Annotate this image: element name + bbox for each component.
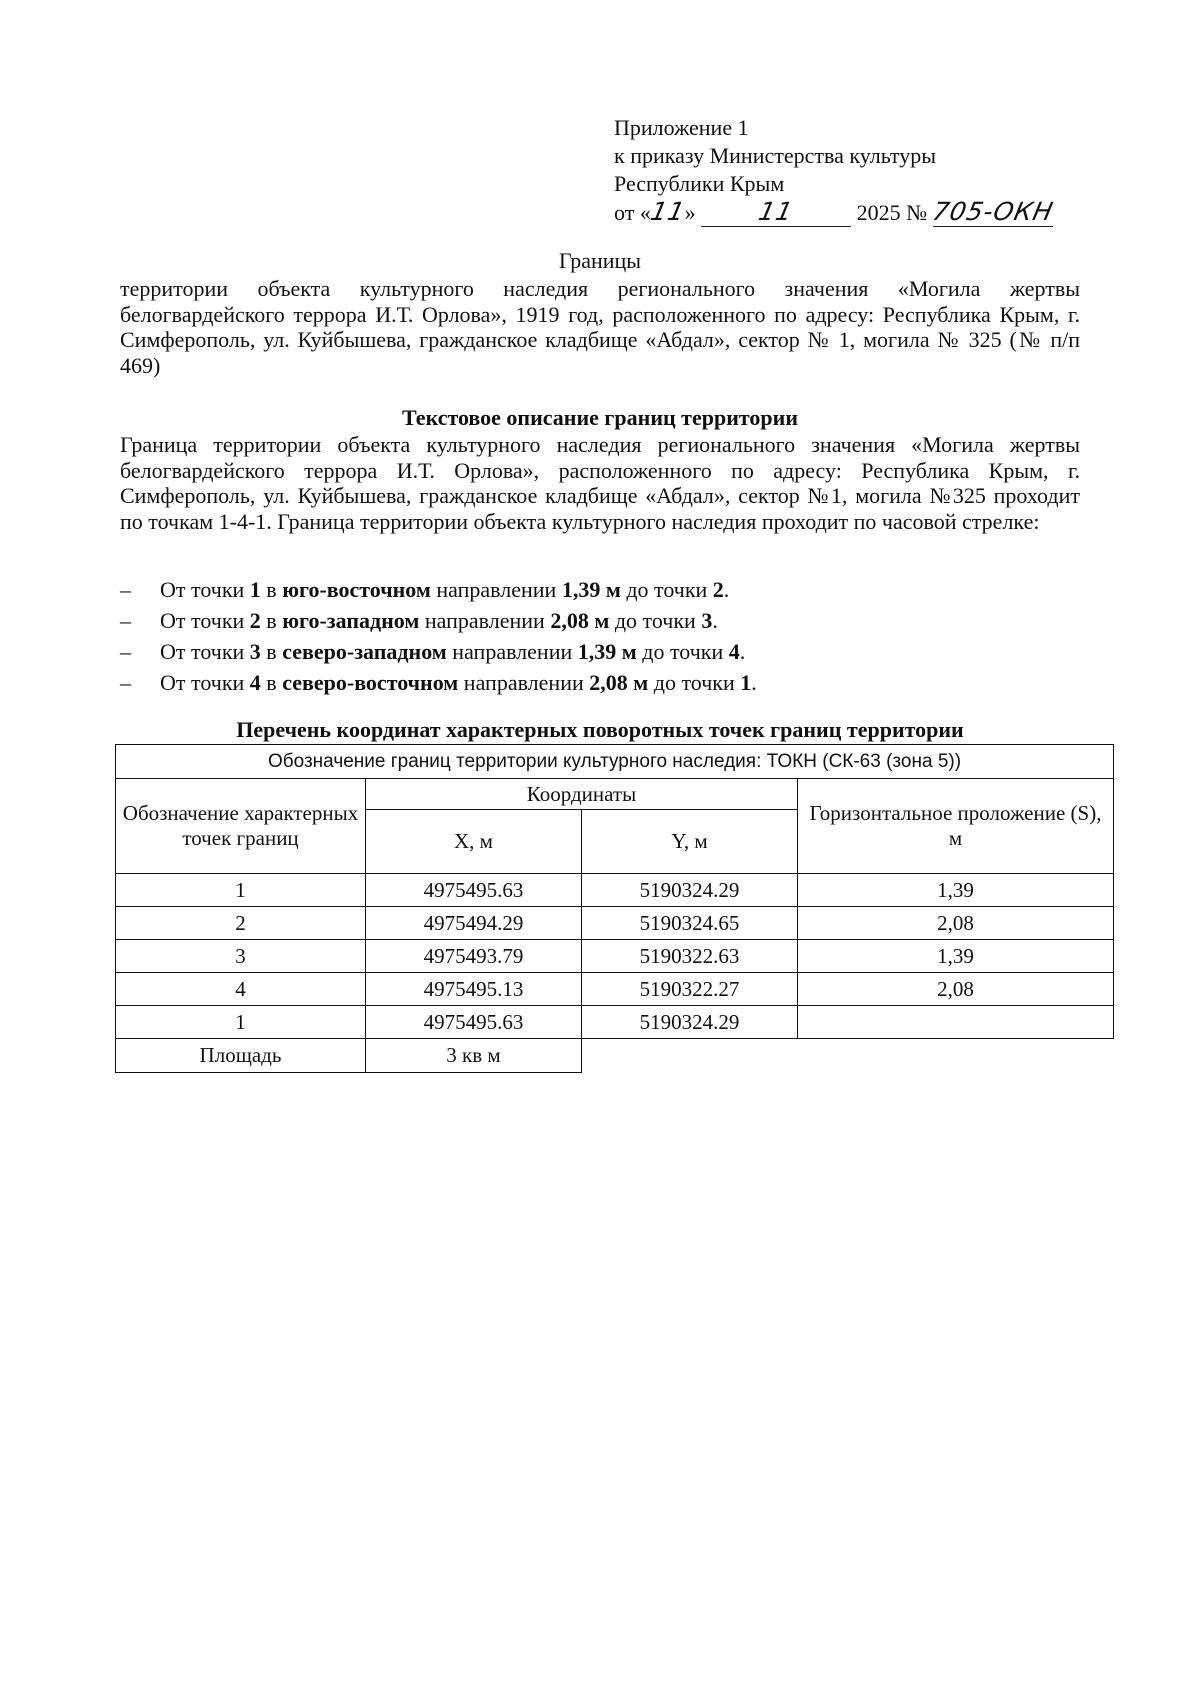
cell-x: 4975495.63: [366, 874, 582, 907]
bullet-text: направлении: [430, 577, 562, 602]
order-number-field: [929, 197, 1056, 227]
bullet-point-from: 4: [249, 670, 261, 695]
table-caption: Обозначение границ территории культурного наследия: ТОКН (СК-63 (зона 5)): [116, 745, 1114, 779]
bullet-text: .: [739, 639, 746, 664]
cell-y: 5190322.63: [582, 940, 798, 973]
area-value: 3 кв м: [366, 1039, 582, 1073]
cell-y: 5190324.29: [582, 1006, 798, 1039]
table-row: [116, 874, 1114, 907]
table-row: [116, 907, 1114, 940]
bullet-text: до точки: [620, 577, 713, 602]
cell-x: 4975495.63: [366, 1006, 582, 1039]
area-row: [116, 1039, 1114, 1073]
bullet-point-from: 2: [249, 608, 261, 633]
bullet-dash: –: [120, 577, 131, 602]
date-year-label: 2025 №: [856, 200, 928, 225]
intro-paragraph: территории объекта культурного наследия регионального значения «Могила жертвы белогвардейского террора И.Т. Орлова», 1919 год, расположенного по адресу: Республика Крым, г. Симферополь, ул. Куйбышева, гражданское кладбище «Абдал», сектор № 1, могила № 325 (№ п/п 469): [120, 276, 1080, 378]
bullet-dash: –: [120, 608, 131, 633]
bullet-distance: 2,08 м: [589, 670, 649, 695]
bullet-point-to: 4: [728, 639, 740, 664]
header-horizontal-distance: Горизонтальное проложение (S), м: [798, 779, 1114, 874]
date-close-quote: »: [684, 200, 696, 225]
bullet-direction: северо-восточном: [282, 670, 459, 695]
bullet-distance: 2,08 м: [550, 608, 610, 633]
bullet-point-to: 3: [701, 608, 713, 633]
list-item: [120, 667, 1080, 698]
bullet-text: .: [751, 670, 757, 695]
appendix-line-3: Республики Крым: [614, 171, 785, 196]
bullet-point-from: 1: [249, 577, 261, 602]
cell-y: 5190324.29: [582, 874, 798, 907]
coordinates-table: [115, 744, 1114, 1073]
cell-s: 2,08: [798, 973, 1114, 1006]
appendix-line-2: к приказу Министерства культуры: [614, 143, 937, 168]
appendix-line-1: Приложение 1: [614, 115, 749, 140]
cell-point: 1: [116, 1006, 366, 1039]
appendix-header: [614, 114, 1056, 227]
table-row: [116, 940, 1114, 973]
cell-point: 4: [116, 973, 366, 1006]
table-row: [116, 1006, 1114, 1039]
bullet-direction: юго-восточном: [282, 577, 431, 602]
cell-y: 5190324.65: [582, 907, 798, 940]
bullet-text: до точки: [648, 670, 741, 695]
area-label: Площадь: [116, 1039, 366, 1073]
cell-y: 5190322.27: [582, 973, 798, 1006]
bullet-text: в: [260, 670, 283, 695]
order-number-handwritten: 705-ОКН: [929, 197, 1056, 226]
bullet-text: .: [723, 577, 730, 602]
bullet-text: в: [260, 577, 283, 602]
bullet-text: От точки: [160, 670, 250, 695]
bullet-text: в: [260, 608, 283, 633]
date-from-label: от «: [614, 200, 651, 225]
header-coordinates: Координаты: [366, 779, 798, 810]
appendix-date-line: [614, 197, 1056, 227]
description-paragraph: Граница территории объекта культурного наследия регионального значения «Могила жертвы белогвардейского террора И.Т. Орлова», расположенного по адресу: Республика Крым, г. Симферополь, ул. Куйбышева, гражданское кладбище «Абдал», сектор №1, могила №325 проходит по точкам 1-4-1. Граница территории объекта культурного наследия проходит по часовой стрелке:: [120, 432, 1080, 534]
bullet-direction: юго-западном: [282, 608, 420, 633]
date-month-handwritten: 11: [756, 197, 797, 226]
document-title: Границы: [558, 248, 642, 273]
section-heading: Текстовое описание границ территории: [401, 405, 799, 430]
table-row: [116, 973, 1114, 1006]
bullet-dash: –: [120, 670, 131, 695]
bullet-point-to: 2: [712, 577, 724, 602]
header-y: Y, м: [582, 810, 798, 874]
bullet-text: .: [712, 608, 718, 633]
bullet-text: От точки: [160, 608, 250, 633]
bullet-text: в: [260, 639, 283, 664]
empty-cell: [582, 1039, 798, 1073]
table-caption-row: [116, 745, 1114, 779]
bullet-text: направлении: [446, 639, 578, 664]
bullet-distance: 1,39 м: [577, 639, 637, 664]
bullet-text: От точки: [160, 577, 250, 602]
cell-s: 2,08: [798, 907, 1114, 940]
date-month-field: [701, 199, 851, 227]
list-item: [120, 636, 1080, 667]
table-header-row: [116, 779, 1114, 810]
cell-x: 4975495.13: [366, 973, 582, 1006]
empty-cell: [798, 1039, 1114, 1073]
boundary-steps-list: [120, 574, 1080, 698]
cell-point: 2: [116, 907, 366, 940]
cell-point: 3: [116, 940, 366, 973]
header-point: Обозначение характерных точек границ: [116, 779, 366, 874]
table-title: Перечень координат характерных поворотных точек границ территории: [236, 717, 964, 742]
bullet-text: От точки: [160, 639, 250, 664]
bullet-text: направлении: [458, 670, 590, 695]
date-day-handwritten: 11: [647, 197, 688, 226]
cell-x: 4975493.79: [366, 940, 582, 973]
bullet-point-from: 3: [249, 639, 261, 664]
cell-s: 1,39: [798, 940, 1114, 973]
header-x: X, м: [366, 810, 582, 874]
cell-s: [798, 1006, 1114, 1039]
bullet-distance: 1,39 м: [561, 577, 621, 602]
bullet-dash: –: [120, 639, 131, 664]
bullet-point-to: 1: [740, 670, 752, 695]
cell-s: 1,39: [798, 874, 1114, 907]
cell-point: 1: [116, 874, 366, 907]
bullet-direction: северо-западном: [282, 639, 447, 664]
bullet-text: направлении: [419, 608, 551, 633]
bullet-text: до точки: [609, 608, 702, 633]
list-item: [120, 574, 1080, 605]
bullet-text: до точки: [636, 639, 729, 664]
cell-x: 4975494.29: [366, 907, 582, 940]
list-item: [120, 605, 1080, 636]
